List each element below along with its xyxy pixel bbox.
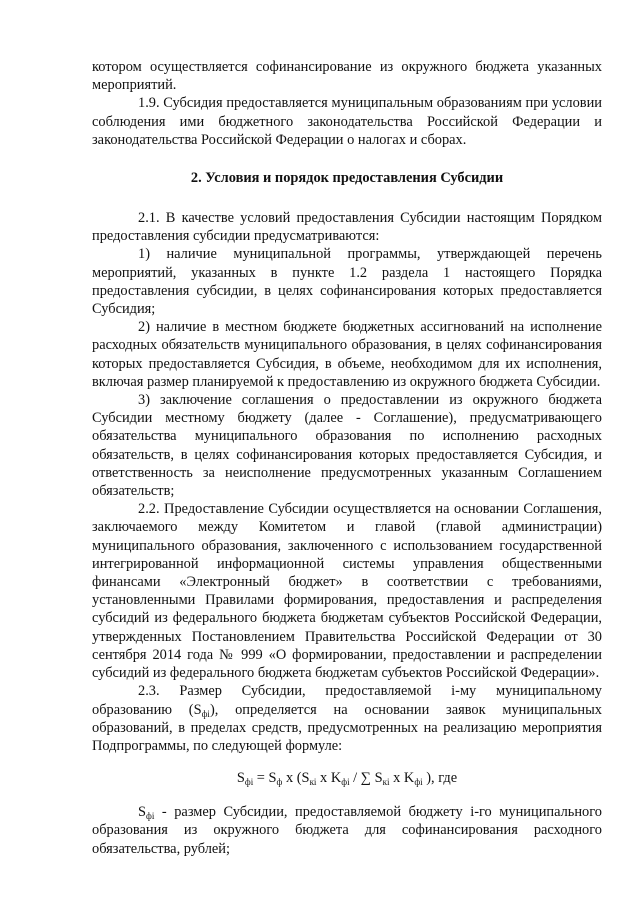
- paragraph-condition-1: 1) наличие муниципальной программы, утверждающей перечень мероприятий, указанных в пункте 1.2 раздела 1 настоящего Порядка предоставления субсидии, в целях софинансирования которых предоставляется Субсидия;: [92, 246, 602, 318]
- formula-subscript: ф: [276, 777, 283, 788]
- definition-subscript: фi: [146, 811, 155, 822]
- formula-subscript: кi: [309, 777, 317, 788]
- paragraph-2-3: [92, 682, 602, 755]
- formula-term: ), где: [422, 770, 458, 787]
- formula-subscript: фi: [414, 777, 423, 788]
- document-page: [92, 58, 602, 858]
- paragraph-condition-2: 2) наличие в местном бюджете бюджетных ассигнований на исполнение расходных обязательств муниципального образования, в целях софинансирования которых предоставляется Субсидия, в объеме, необходимом для их исполнения, включая размер планируемой к предоставлению из окружного бюджета Субсидии.: [92, 319, 602, 390]
- formula-term: x (S: [282, 770, 310, 787]
- paragraph-2-3-start: 2.3. Размер Субсидии, предоставляемой i-му муниципальному образованию (S: [92, 683, 602, 718]
- paragraph-condition-3: 3) заключение соглашения о предоставлении из окружного бюджета Субсидии местному бюджету (далее - Соглашение), предусматривающего обязательства муниципального образования по исполнению расходных обязательств, в целях софинансирования которых предоставляется Субсидия, и ответственность за неисполнение предусмотренных указанным Соглашением обязательств;: [92, 392, 602, 500]
- definition-symbol: S: [138, 804, 147, 821]
- paragraph-2-3-subscript: фi: [201, 708, 210, 719]
- formula-term: x K: [316, 770, 342, 787]
- subsidy-formula: [92, 769, 602, 787]
- section-heading: 2. Условия и порядок предоставления Субсидии: [190, 170, 504, 187]
- formula-subscript: кi: [382, 777, 390, 788]
- formula-subscript: фi: [341, 777, 350, 788]
- formula-term: x K: [389, 770, 415, 787]
- formula-term: = S: [253, 770, 277, 787]
- paragraph-1-9: 1.9. Субсидия предоставляется муниципальным образованиям при условии соблюдения ими бюджетного законодательства Российской Федерации и законодательства Российской Федерации о налогах и сборах.: [92, 95, 602, 148]
- formula-term: S: [236, 770, 245, 787]
- definition-subsidy-size: [92, 803, 602, 858]
- paragraph-continuation: котором осуществляется софинансирование из окружного бюджета указанных мероприятий.: [92, 59, 602, 94]
- paragraph-2-2: 2.2. Предоставление Субсидии осуществляется на основании Соглашения, заключаемого между Комитетом и главой (главой администрации) муниципального образования, заключенного с использованием государственной интегрированной информационной системы управления общественными финансами «Электронный бюджет» в соответствии с требованиями, установленными Правилами формирования, предоставления и распределения субсидий из федерального бюджета бюджетам субъектов Российской Федерации, утвержденных Постановлением Правительства Российской Федерации от 30 сентября 2014 года № 999 «О формировании, предоставлении и распределении субсидий из федерального бюджета бюджетам субъектов Российской Федерации».: [92, 501, 602, 682]
- formula-term: / ∑ S: [349, 770, 383, 787]
- definition-text: - размер Субсидии, предоставляемой бюджету i-го муниципального образования из окружного бюджета для софинансирования расходного обязательства, рублей;: [92, 804, 602, 857]
- paragraph-2-3-end: ), определяется на основании заявок муниципальных образований, в пределах средств, предусмотренных на реализацию мероприятия Подпрограммы, по следующей формуле:: [92, 701, 602, 754]
- paragraph-2-1: 2.1. В качестве условий предоставления Субсидии настоящим Порядком предоставления субсидии предусматриваются:: [92, 210, 602, 245]
- formula-subscript: фi: [244, 777, 254, 788]
